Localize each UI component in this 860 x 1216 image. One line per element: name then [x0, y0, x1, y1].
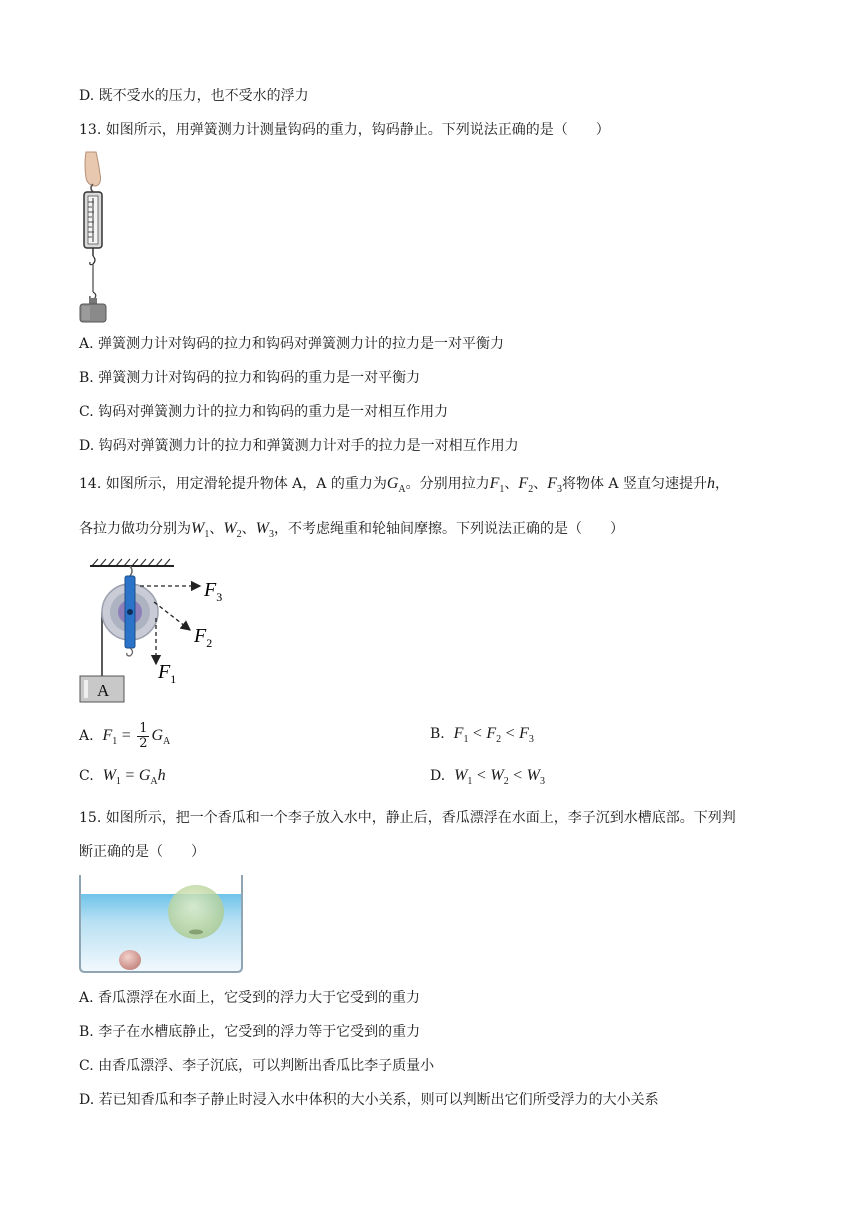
q14-option-c: C. $W_1 = G_Ah$ — [79, 767, 166, 788]
q12-option-d: D. 既不受水的压力，也不受水的浮力 — [79, 88, 309, 104]
f3-label: $F_3$ — [204, 579, 223, 604]
w2-symbol: $W_2$ — [223, 520, 242, 541]
q15-option-a: A. 香瓜漂浮在水面上，它受到的浮力大于它受到的重力 — [79, 990, 421, 1006]
w1-symbol: $W_1$ — [191, 520, 210, 541]
block-a-label: A — [97, 681, 110, 700]
f2-symbol: $F_2$ — [518, 475, 534, 496]
q13-option-b: B. 弹簧测力计对钩码的拉力和钩码的重力是一对平衡力 — [79, 370, 421, 386]
f1-label: $F_1$ — [158, 661, 177, 686]
q15-stem-line1: 15. 如图所示，把一个香瓜和一个李子放入水中，静止后，香瓜漂浮在水面上，李子沉到水槽底部。下列判 — [79, 810, 736, 826]
q15-option-b: B. 李子在水槽底静止，它受到的浮力等于它受到的重力 — [79, 1024, 421, 1040]
water-tank-figure — [78, 874, 244, 976]
q14-option-a: A. $F_1$ = $\frac{1}{2}$ $G_A$ — [79, 720, 171, 751]
h-symbol: h — [707, 475, 715, 492]
q13-option-d: D. 钩码对弹簧测力计的拉力和弹簧测力计对手的拉力是一对相互作用力 — [79, 438, 519, 454]
q13-option-c: C. 钩码对弹簧测力计的拉力和钩码的重力是一对相互作用力 — [79, 404, 449, 420]
f1-symbol: $F_1$ — [489, 475, 505, 496]
q15-option-d: D. 若已知香瓜和李子静止时浸入水中体积的大小关系，则可以判断出它们所受浮力的大小关系 — [79, 1092, 659, 1108]
q13-option-a: A. 弹簧测力计对钩码的拉力和钩码对弹簧测力计的拉力是一对平衡力 — [79, 336, 505, 352]
q14-option-b: B. $F_1 < F_2 < F_3$ — [430, 725, 534, 746]
spring-scale-figure — [76, 150, 112, 326]
q15-option-c: C. 由香瓜漂浮、李子沉底，可以判断出香瓜比李子质量小 — [79, 1058, 435, 1074]
f2-label: $F_2$ — [194, 625, 213, 650]
f3-symbol: $F_3$ — [547, 475, 562, 496]
q14-option-d: D. $W_1 < W_2 < W_3$ — [430, 767, 545, 788]
q14-stem-line2: 各拉力做功分别为$W_1$、$W_2$、$W_3$，不考虑绳重和轮轴间摩擦。下列说法正确的是（ ） — [79, 520, 624, 541]
q15-stem-line2: 断正确的是（ ） — [79, 844, 205, 860]
pulley-figure — [76, 556, 236, 706]
one-half-fraction: $\frac{1}{2}$ — [139, 720, 148, 751]
q13-stem: 13. 如图所示，用弹簧测力计测量钩码的重力，钩码静止。下列说法正确的是（ ） — [79, 122, 610, 138]
q14-stem-line1: 14. 如图所示，用定滑轮提升物体 A，A 的重力为$G_A$。分别用拉力$F_1$、$F_2$、$F_3$将物体 A 竖直匀速提升h， — [79, 475, 729, 496]
ga-symbol: $G_A$ — [386, 475, 406, 496]
w3-symbol: $W_3$ — [255, 520, 274, 541]
